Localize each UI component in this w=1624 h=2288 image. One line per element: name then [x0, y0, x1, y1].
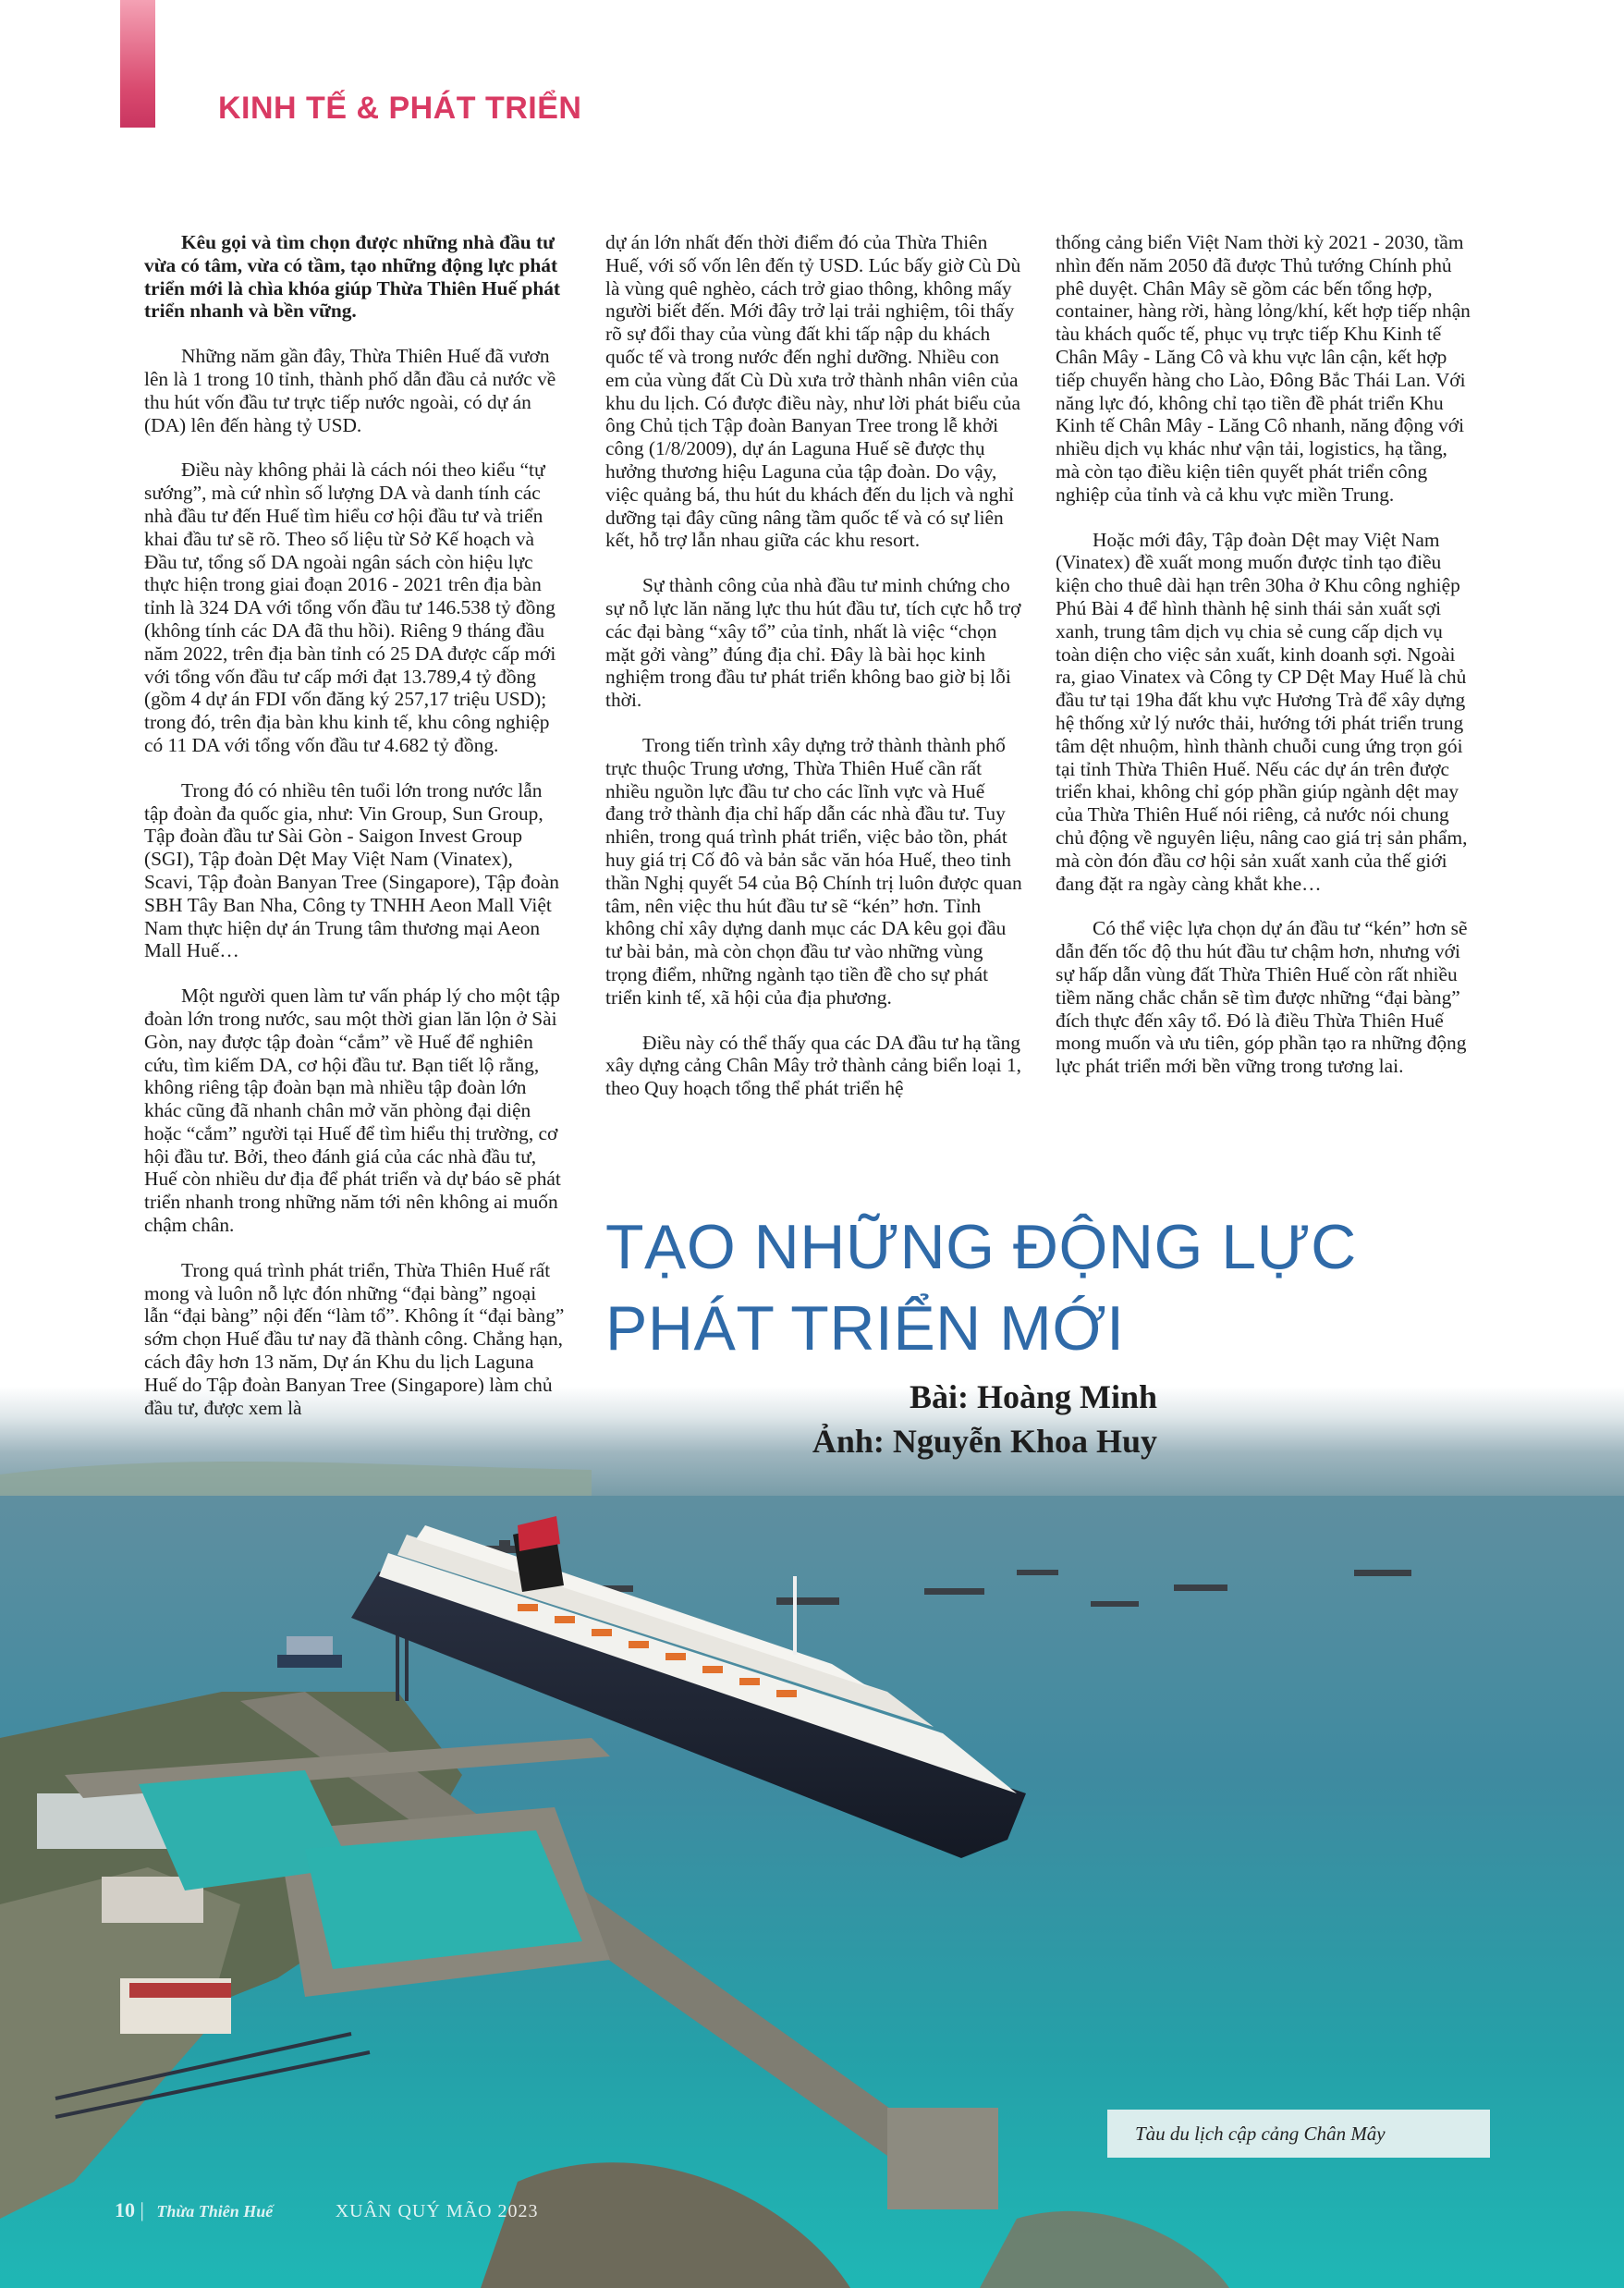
byline-author: Bài: Hoàng Minh	[909, 1378, 1157, 1415]
edition-label: XUÂN QUÝ MÃO 2023	[335, 2201, 539, 2221]
footer-separator: |	[140, 2198, 144, 2221]
article-column-3	[1056, 231, 1476, 1100]
article-column-2	[605, 231, 1026, 1122]
title-line-1: TẠO NHỮNG ĐỘNG LỰC	[605, 1212, 1357, 1282]
paragraph: Trong quá trình phát triển, Thừa Thiên Huế rất mong và luôn nỗ lực đón những “đại bàng” ngoại lẫn “đại bàng” nội đến “làm tổ”. Không ít “đại bàng” sớm chọn Huế đầu tư nay đã thành công. Chẳng hạn, cách đây hơn 13 năm, Dự án Khu du lịch Laguna Huế do Tập đoàn Banyan Tree (Singapore) làm chủ đầu tư, được xem là	[144, 1258, 565, 1419]
title-line-2: PHÁT TRIỂN MỚI	[605, 1293, 1125, 1364]
paragraph: Trong tiến trình xây dựng trở thành thành phố trực thuộc Trung ương, Thừa Thiên Huế cần rất nhiều nguồn lực đầu tư cho các lĩnh vực và Huế đang trở thành địa chỉ hấp dẫn các nhà đầu tư. Tuy nhiên, trong quá trình phát triển, việc bảo tồn, phát huy giá trị Cố đô và bản sắc văn hóa Huế, theo tinh thần Nghị quyết 54 của Bộ Chính trị luôn được quan tâm, nên việc thu hút đầu tư sẽ “kén” hơn. Tỉnh không chỉ xây dựng danh mục các DA kêu gọi đầu tư bài bản, mà còn chọn đầu tư vào những vùng trọng điểm, những ngành tạo tiền đề cho sự phát triển kinh tế, xã hội của địa phương.	[605, 733, 1022, 1009]
article-title	[605, 1206, 1357, 1369]
paragraph: Điều này có thể thấy qua các DA đầu tư hạ tầng xây dựng cảng Chân Mây trở thành cảng biển loại 1, theo Quy hoạch tổng thể phát triển hệ	[605, 1031, 1022, 1100]
article-column-1	[144, 231, 565, 1441]
paragraph: dự án lớn nhất đến thời điểm đó của Thừa Thiên Huế, với số vốn lên đến tỷ USD. Lúc bấy giờ Cù Dù là vùng quê nghèo, cách trở giao thông, không mấy người biết đến. Mới đây trở lại trải nghiệm, tôi thấy rõ sự đổi thay của vùng đất khi tấp nập du khách quốc tế và trong nước đến nghỉ dưỡng. Nhiều con em của vùng đất Cù Dù xưa trở thành nhân viên của khu du lịch. Có được điều này, như lời phát biểu của ông Chủ tịch Tập đoàn Banyan Tree trong lễ khởi công (1/8/2009), dự án Laguna Huế sẽ được thụ hưởng thương hiệu Laguna của tập đoàn. Do vậy, việc quảng bá, thu hút du khách đến du lịch và nghỉ dưỡng tại đây cũng nâng tầm quốc tế và có sự liên kết, hỗ trợ lẫn nhau giữa các khu resort.	[605, 231, 1021, 552]
paragraph: Một người quen làm tư vấn pháp lý cho một tập đoàn lớn trong nước, sau một thời gian lăn lộn ở Sài Gòn, nay được tập đoàn “cắm” về Huế để nghiên cứu, tìm kiếm DA, cơ hội đầu tư. Bạn tiết lộ rằng, không riêng tập đoàn bạn mà nhiều tập đoàn lớn khác cũng đã nhanh chân mở văn phòng đại diện hoặc “cắm” người tại Huế để tìm hiểu thị trường, cơ hội đầu tư. Bởi, theo đánh giá của các nhà đầu tư, Huế còn nhiều dư địa để phát triển và dự báo sẽ phát triển nhanh trong những năm tới nên không ai muốn chậm chân.	[144, 985, 561, 1237]
paragraph: Những năm gần đây, Thừa Thiên Huế đã vươn lên là 1 trong 10 tỉnh, thành phố dẫn đầu cả nước về thu hút vốn đầu tư trực tiếp nước ngoài, có dự án (DA) lên đến hàng tỷ USD.	[144, 345, 556, 436]
paragraph: Điều này không phải là cách nói theo kiểu “tự sướng”, mà cứ nhìn số lượng DA và danh tính các nhà đầu tư đến Huế tìm hiểu cơ hội đầu tư và triển khai đầu tư sẽ rõ. Theo số liệu từ Sở Kế hoạch và Đầu tư, tổng số DA ngoài ngân sách còn hiệu lực thực hiện trong giai đoạn 2016 - 2021 trên địa bàn tỉnh là 324 DA với tổng vốn đầu tư 146.538 tỷ đồng (không tính các DA đã thu hồi). Riêng 9 tháng đầu năm 2022, trên địa bàn tỉnh có 25 DA được cấp mới với tổng vốn đầu tư cấp mới đạt 13.789,4 tỷ đồng (gồm 4 dự án FDI vốn đăng ký 257,17 triệu USD); trong đó, trên địa bàn khu kinh tế, khu công nghiệp có 11 DA với tổng vốn đầu tư 4.682 tỷ đồng.	[144, 459, 556, 756]
paragraph: Trong đó có nhiều tên tuổi lớn trong nước lẫn tập đoàn đa quốc gia, như: Vin Group, Sun Group, Tập đoàn đầu tư Sài Gòn - Saigon Invest Group (SGI), Tập đoàn Dệt May Việt Nam (Vinatex), Scavi, Tập đoàn Banyan Tree (Singapore), Tập đoàn SBH Tây Ban Nha, Công ty TNHH Aeon Mall Việt Nam thực hiện dự án Trung tâm thương mại Aeon Mall Huế…	[144, 778, 559, 962]
publication-name: Thừa Thiên Huế	[156, 2202, 274, 2221]
paragraph: Hoặc mới đây, Tập đoàn Dệt may Việt Nam (Vinatex) đề xuất mong muốn được tỉnh tạo điều kiện cho thuê dài hạn trên 30ha ở Khu công nghiệp Phú Bài 4 để hình thành hệ sinh thái sản xuất sợi xanh, trung tâm dịch vụ chia sẻ cung cấp dịch vụ toàn diện cho việc sản xuất, kinh doanh sợi. Ngoài ra, giao Vinatex và Công ty CP Dệt May Huế là chủ đầu tư tại 19ha đất khu vực Hương Trà để xây dựng hệ thống xử lý nước thải, hướng tới phát triển trung tâm dệt nhuộm, hình thành chuỗi cung ứng trọn gói tại tỉnh Thừa Thiên Huế. Nếu các dự án trên được triển khai, không chỉ góp phần giúp ngành dệt may của Thừa Thiên Huế nói riêng, cả nước nói chung chủ động về nguyên liệu, nâng cao giá trị sản phẩm, mà còn đón đầu cơ hội sản xuất xanh của thế giới đang đặt ra ngày càng khắt khe…	[1056, 528, 1468, 895]
paragraph: Sự thành công của nhà đầu tư minh chứng cho sự nỗ lực lăn năng lực thu hút đầu tư, tích cực hỗ trợ các đại bàng “xây tổ” của tỉnh, nhất là việc “chọn mặt gởi vàng” đúng địa chỉ. Đây là bài học kinh nghiệm trong đầu tư phát triển không bao giờ bị lỗi thời.	[605, 574, 1021, 712]
page-footer	[115, 2198, 539, 2222]
paragraph: thống cảng biển Việt Nam thời kỳ 2021 - 2030, tầm nhìn đến năm 2050 đã được Thủ tướng Chính phủ phê duyệt. Chân Mây sẽ gồm các bến tổng hợp, container, hàng rời, hàng lỏng/khí, kết hợp tiếp nhận tàu khách quốc tế, phục vụ trực tiếp Khu Kinh tế Chân Mây - Lăng Cô và khu vực lân cận, kết hợp tiếp chuyển hàng cho Lào, Đông Bắc Thái Lan. Với năng lực đó, không chỉ tạo tiền đề phát triển Khu Kinh tế Chân Mây - Lăng Cô nhanh, năng động với nhiều dịch vụ khác như vận tải, logistics, hạ tầng, mà còn tạo điều kiện tiên quyết phát triển công nghiệp của tỉnh và cả khu vực miền Trung.	[1056, 231, 1471, 506]
byline-photographer: Ảnh: Nguyễn Khoa Huy	[812, 1423, 1157, 1460]
photo-caption: Tàu du lịch cập cảng Chân Mây	[1107, 2110, 1490, 2158]
lead-paragraph: Kêu gọi và tìm chọn được những nhà đầu tư vừa có tâm, vừa có tầm, tạo những động lực phát triển mới là chìa khóa giúp Thừa Thiên Huế phát triển nhanh và bền vững.	[144, 231, 561, 323]
paragraph: Có thể việc lựa chọn dự án đầu tư “kén” hơn sẽ dẫn đến tốc độ thu hút đầu tư chậm hơn, nhưng với sự hấp dẫn vùng đất Thừa Thiên Huế còn rất nhiều tiềm năng chắc chắn sẽ tìm được những “đại bàng” đích thực đến xây tổ. Đó là điều Thừa Thiên Huế mong muốn và ưu tiên, góp phần tạo ra những động lực phát triển mới bền vững trong tương lai.	[1056, 917, 1468, 1078]
section-header: KINH TẾ & PHÁT TRIỂN	[218, 91, 582, 126]
page-number: 10	[115, 2198, 135, 2221]
accent-bar	[120, 0, 155, 128]
